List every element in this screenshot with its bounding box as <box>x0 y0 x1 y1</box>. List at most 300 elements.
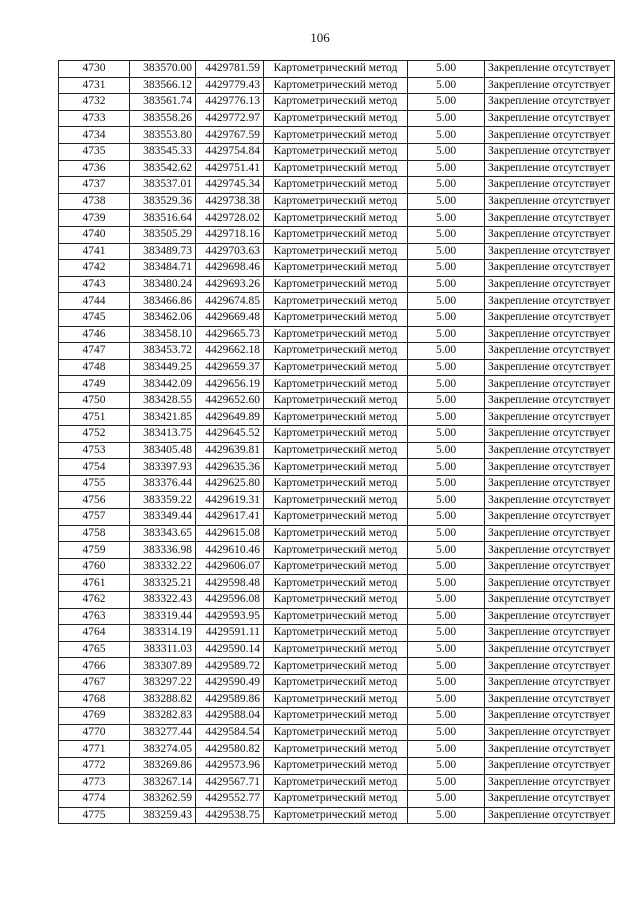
y-coordinate-cell: 4429754.84 <box>196 143 264 160</box>
fixing-cell: Закрепление отсутствует <box>485 757 615 774</box>
fixing-cell: Закрепление отсутствует <box>485 525 615 542</box>
point-number-cell: 4734 <box>59 127 130 144</box>
x-coordinate-cell: 383332.22 <box>130 558 196 575</box>
accuracy-cell: 5.00 <box>408 757 485 774</box>
x-coordinate-cell: 383413.75 <box>130 426 196 443</box>
fixing-cell: Закрепление отсутствует <box>485 442 615 459</box>
method-cell: Картометрический метод <box>264 492 408 509</box>
point-number-cell: 4761 <box>59 575 130 592</box>
fixing-cell: Закрепление отсутствует <box>485 343 615 360</box>
y-coordinate-cell: 4429751.41 <box>196 160 264 177</box>
accuracy-cell: 5.00 <box>408 641 485 658</box>
fixing-cell: Закрепление отсутствует <box>485 359 615 376</box>
y-coordinate-cell: 4429580.82 <box>196 741 264 758</box>
point-number-cell: 4772 <box>59 757 130 774</box>
accuracy-cell: 5.00 <box>408 243 485 260</box>
fixing-cell: Закрепление отсутствует <box>485 575 615 592</box>
x-coordinate-cell: 383288.82 <box>130 691 196 708</box>
point-number-cell: 4740 <box>59 226 130 243</box>
fixing-cell: Закрепление отсутствует <box>485 110 615 127</box>
method-cell: Картометрический метод <box>264 326 408 343</box>
coordinates-table <box>58 60 615 824</box>
accuracy-cell: 5.00 <box>408 409 485 426</box>
method-cell: Картометрический метод <box>264 359 408 376</box>
table-row <box>59 326 615 343</box>
method-cell: Картометрический метод <box>264 442 408 459</box>
fixing-cell: Закрепление отсутствует <box>485 741 615 758</box>
fixing-cell: Закрепление отсутствует <box>485 592 615 609</box>
x-coordinate-cell: 383319.44 <box>130 608 196 625</box>
table-row <box>59 276 615 293</box>
x-coordinate-cell: 383489.73 <box>130 243 196 260</box>
x-coordinate-cell: 383343.65 <box>130 525 196 542</box>
y-coordinate-cell: 4429606.07 <box>196 558 264 575</box>
table-row <box>59 625 615 642</box>
accuracy-cell: 5.00 <box>408 127 485 144</box>
y-coordinate-cell: 4429776.13 <box>196 94 264 111</box>
table-row <box>59 143 615 160</box>
method-cell: Картометрический метод <box>264 757 408 774</box>
y-coordinate-cell: 4429738.38 <box>196 193 264 210</box>
method-cell: Картометрический метод <box>264 525 408 542</box>
point-number-cell: 4737 <box>59 177 130 194</box>
x-coordinate-cell: 383462.06 <box>130 309 196 326</box>
y-coordinate-cell: 4429584.54 <box>196 724 264 741</box>
table-row <box>59 525 615 542</box>
point-number-cell: 4758 <box>59 525 130 542</box>
x-coordinate-cell: 383336.98 <box>130 542 196 559</box>
table-row <box>59 110 615 127</box>
point-number-cell: 4742 <box>59 260 130 277</box>
method-cell: Картометрический метод <box>264 143 408 160</box>
y-coordinate-cell: 4429591.11 <box>196 625 264 642</box>
accuracy-cell: 5.00 <box>408 492 485 509</box>
x-coordinate-cell: 383570.00 <box>130 61 196 78</box>
method-cell: Картометрический метод <box>264 61 408 78</box>
y-coordinate-cell: 4429745.34 <box>196 177 264 194</box>
fixing-cell: Закрепление отсутствует <box>485 459 615 476</box>
table-row <box>59 641 615 658</box>
x-coordinate-cell: 383282.83 <box>130 708 196 725</box>
point-number-cell: 4770 <box>59 724 130 741</box>
x-coordinate-cell: 383442.09 <box>130 376 196 393</box>
table-row <box>59 243 615 260</box>
x-coordinate-cell: 383397.93 <box>130 459 196 476</box>
table-row <box>59 392 615 409</box>
point-number-cell: 4768 <box>59 691 130 708</box>
accuracy-cell: 5.00 <box>408 741 485 758</box>
point-number-cell: 4739 <box>59 210 130 227</box>
accuracy-cell: 5.00 <box>408 658 485 675</box>
method-cell: Картометрический метод <box>264 392 408 409</box>
table-row <box>59 260 615 277</box>
y-coordinate-cell: 4429635.36 <box>196 459 264 476</box>
method-cell: Картометрический метод <box>264 542 408 559</box>
table-row <box>59 293 615 310</box>
method-cell: Картометрический метод <box>264 708 408 725</box>
y-coordinate-cell: 4429598.48 <box>196 575 264 592</box>
fixing-cell: Закрепление отсутствует <box>485 77 615 94</box>
accuracy-cell: 5.00 <box>408 61 485 78</box>
table-row <box>59 807 615 824</box>
table-row <box>59 94 615 111</box>
method-cell: Картометрический метод <box>264 625 408 642</box>
table-row <box>59 575 615 592</box>
point-number-cell: 4769 <box>59 708 130 725</box>
y-coordinate-cell: 4429767.59 <box>196 127 264 144</box>
x-coordinate-cell: 383311.03 <box>130 641 196 658</box>
y-coordinate-cell: 4429665.73 <box>196 326 264 343</box>
y-coordinate-cell: 4429552.77 <box>196 791 264 808</box>
point-number-cell: 4756 <box>59 492 130 509</box>
page-number: 106 <box>310 30 330 45</box>
table-row <box>59 426 615 443</box>
point-number-cell: 4741 <box>59 243 130 260</box>
accuracy-cell: 5.00 <box>408 276 485 293</box>
fixing-cell: Закрепление отсутствует <box>485 475 615 492</box>
point-number-cell: 4755 <box>59 475 130 492</box>
method-cell: Картометрический метод <box>264 674 408 691</box>
method-cell: Картометрический метод <box>264 509 408 526</box>
y-coordinate-cell: 4429781.59 <box>196 61 264 78</box>
table-row <box>59 309 615 326</box>
method-cell: Картометрический метод <box>264 741 408 758</box>
table-body <box>59 61 615 824</box>
accuracy-cell: 5.00 <box>408 459 485 476</box>
accuracy-cell: 5.00 <box>408 143 485 160</box>
method-cell: Картометрический метод <box>264 94 408 111</box>
method-cell: Картометрический метод <box>264 724 408 741</box>
x-coordinate-cell: 383542.62 <box>130 160 196 177</box>
point-number-cell: 4766 <box>59 658 130 675</box>
table-row <box>59 442 615 459</box>
point-number-cell: 4732 <box>59 94 130 111</box>
method-cell: Картометрический метод <box>264 459 408 476</box>
table-row <box>59 558 615 575</box>
y-coordinate-cell: 4429610.46 <box>196 542 264 559</box>
y-coordinate-cell: 4429779.43 <box>196 77 264 94</box>
table-row <box>59 708 615 725</box>
y-coordinate-cell: 4429639.81 <box>196 442 264 459</box>
accuracy-cell: 5.00 <box>408 558 485 575</box>
method-cell: Картометрический метод <box>264 791 408 808</box>
x-coordinate-cell: 383480.24 <box>130 276 196 293</box>
accuracy-cell: 5.00 <box>408 774 485 791</box>
y-coordinate-cell: 4429573.96 <box>196 757 264 774</box>
table-row <box>59 492 615 509</box>
x-coordinate-cell: 383322.43 <box>130 592 196 609</box>
accuracy-cell: 5.00 <box>408 293 485 310</box>
fixing-cell: Закрепление отсутствует <box>485 426 615 443</box>
point-number-cell: 4745 <box>59 309 130 326</box>
x-coordinate-cell: 383449.25 <box>130 359 196 376</box>
accuracy-cell: 5.00 <box>408 575 485 592</box>
method-cell: Картометрический метод <box>264 276 408 293</box>
point-number-cell: 4759 <box>59 542 130 559</box>
table-row <box>59 658 615 675</box>
point-number-cell: 4738 <box>59 193 130 210</box>
accuracy-cell: 5.00 <box>408 525 485 542</box>
fixing-cell: Закрепление отсутствует <box>485 243 615 260</box>
y-coordinate-cell: 4429645.52 <box>196 426 264 443</box>
x-coordinate-cell: 383537.01 <box>130 177 196 194</box>
x-coordinate-cell: 383529.36 <box>130 193 196 210</box>
table-row <box>59 343 615 360</box>
table-row <box>59 542 615 559</box>
accuracy-cell: 5.00 <box>408 376 485 393</box>
point-number-cell: 4757 <box>59 509 130 526</box>
accuracy-cell: 5.00 <box>408 724 485 741</box>
point-number-cell: 4752 <box>59 426 130 443</box>
method-cell: Картометрический метод <box>264 260 408 277</box>
accuracy-cell: 5.00 <box>408 326 485 343</box>
fixing-cell: Закрепление отсутствует <box>485 309 615 326</box>
x-coordinate-cell: 383458.10 <box>130 326 196 343</box>
accuracy-cell: 5.00 <box>408 691 485 708</box>
y-coordinate-cell: 4429596.08 <box>196 592 264 609</box>
accuracy-cell: 5.00 <box>408 708 485 725</box>
table-row <box>59 376 615 393</box>
table-row <box>59 160 615 177</box>
table-row <box>59 691 615 708</box>
table-row <box>59 459 615 476</box>
x-coordinate-cell: 383516.64 <box>130 210 196 227</box>
table-row <box>59 210 615 227</box>
table-row <box>59 359 615 376</box>
fixing-cell: Закрепление отсутствует <box>485 160 615 177</box>
y-coordinate-cell: 4429619.31 <box>196 492 264 509</box>
table-row <box>59 757 615 774</box>
table-row <box>59 774 615 791</box>
x-coordinate-cell: 383274.05 <box>130 741 196 758</box>
y-coordinate-cell: 4429617.41 <box>196 509 264 526</box>
method-cell: Картометрический метод <box>264 193 408 210</box>
x-coordinate-cell: 383561.74 <box>130 94 196 111</box>
accuracy-cell: 5.00 <box>408 210 485 227</box>
point-number-cell: 4774 <box>59 791 130 808</box>
x-coordinate-cell: 383314.19 <box>130 625 196 642</box>
accuracy-cell: 5.00 <box>408 791 485 808</box>
y-coordinate-cell: 4429662.18 <box>196 343 264 360</box>
method-cell: Картометрический метод <box>264 691 408 708</box>
method-cell: Картометрический метод <box>264 475 408 492</box>
table-row <box>59 592 615 609</box>
x-coordinate-cell: 383466.86 <box>130 293 196 310</box>
point-number-cell: 4763 <box>59 608 130 625</box>
fixing-cell: Закрепление отсутствует <box>485 392 615 409</box>
y-coordinate-cell: 4429728.02 <box>196 210 264 227</box>
table-row <box>59 674 615 691</box>
point-number-cell: 4753 <box>59 442 130 459</box>
point-number-cell: 4750 <box>59 392 130 409</box>
method-cell: Картометрический метод <box>264 210 408 227</box>
point-number-cell: 4767 <box>59 674 130 691</box>
x-coordinate-cell: 383405.48 <box>130 442 196 459</box>
point-number-cell: 4730 <box>59 61 130 78</box>
y-coordinate-cell: 4429649.89 <box>196 409 264 426</box>
x-coordinate-cell: 383297.22 <box>130 674 196 691</box>
x-coordinate-cell: 383307.89 <box>130 658 196 675</box>
method-cell: Картометрический метод <box>264 658 408 675</box>
method-cell: Картометрический метод <box>264 127 408 144</box>
x-coordinate-cell: 383376.44 <box>130 475 196 492</box>
method-cell: Картометрический метод <box>264 608 408 625</box>
point-number-cell: 4751 <box>59 409 130 426</box>
point-number-cell: 4746 <box>59 326 130 343</box>
accuracy-cell: 5.00 <box>408 625 485 642</box>
x-coordinate-cell: 383428.55 <box>130 392 196 409</box>
method-cell: Картометрический метод <box>264 343 408 360</box>
fixing-cell: Закрепление отсутствует <box>485 791 615 808</box>
accuracy-cell: 5.00 <box>408 77 485 94</box>
fixing-cell: Закрепление отсутствует <box>485 558 615 575</box>
table-row <box>59 193 615 210</box>
method-cell: Картометрический метод <box>264 558 408 575</box>
y-coordinate-cell: 4429589.86 <box>196 691 264 708</box>
fixing-cell: Закрепление отсутствует <box>485 177 615 194</box>
fixing-cell: Закрепление отсутствует <box>485 210 615 227</box>
point-number-cell: 4735 <box>59 143 130 160</box>
x-coordinate-cell: 383277.44 <box>130 724 196 741</box>
x-coordinate-cell: 383484.71 <box>130 260 196 277</box>
y-coordinate-cell: 4429652.60 <box>196 392 264 409</box>
y-coordinate-cell: 4429659.37 <box>196 359 264 376</box>
method-cell: Картометрический метод <box>264 309 408 326</box>
fixing-cell: Закрепление отсутствует <box>485 326 615 343</box>
y-coordinate-cell: 4429590.14 <box>196 641 264 658</box>
accuracy-cell: 5.00 <box>408 226 485 243</box>
point-number-cell: 4762 <box>59 592 130 609</box>
table-row <box>59 509 615 526</box>
method-cell: Картометрический метод <box>264 77 408 94</box>
fixing-cell: Закрепление отсутствует <box>485 492 615 509</box>
fixing-cell: Закрепление отсутствует <box>485 625 615 642</box>
x-coordinate-cell: 383505.29 <box>130 226 196 243</box>
y-coordinate-cell: 4429567.71 <box>196 774 264 791</box>
point-number-cell: 4733 <box>59 110 130 127</box>
y-coordinate-cell: 4429593.95 <box>196 608 264 625</box>
y-coordinate-cell: 4429538.75 <box>196 807 264 824</box>
fixing-cell: Закрепление отсутствует <box>485 193 615 210</box>
method-cell: Картометрический метод <box>264 774 408 791</box>
fixing-cell: Закрепление отсутствует <box>485 376 615 393</box>
accuracy-cell: 5.00 <box>408 426 485 443</box>
point-number-cell: 4749 <box>59 376 130 393</box>
table-row <box>59 475 615 492</box>
method-cell: Картометрический метод <box>264 177 408 194</box>
accuracy-cell: 5.00 <box>408 542 485 559</box>
point-number-cell: 4775 <box>59 807 130 824</box>
fixing-cell: Закрепление отсутствует <box>485 674 615 691</box>
fixing-cell: Закрепление отсутствует <box>485 127 615 144</box>
method-cell: Картометрический метод <box>264 376 408 393</box>
y-coordinate-cell: 4429772.97 <box>196 110 264 127</box>
accuracy-cell: 5.00 <box>408 442 485 459</box>
x-coordinate-cell: 383545.33 <box>130 143 196 160</box>
table-row <box>59 791 615 808</box>
accuracy-cell: 5.00 <box>408 475 485 492</box>
x-coordinate-cell: 383453.72 <box>130 343 196 360</box>
fixing-cell: Закрепление отсутствует <box>485 260 615 277</box>
x-coordinate-cell: 383267.14 <box>130 774 196 791</box>
x-coordinate-cell: 383558.26 <box>130 110 196 127</box>
point-number-cell: 4760 <box>59 558 130 575</box>
fixing-cell: Закрепление отсутствует <box>485 143 615 160</box>
method-cell: Картометрический метод <box>264 592 408 609</box>
point-number-cell: 4747 <box>59 343 130 360</box>
accuracy-cell: 5.00 <box>408 193 485 210</box>
y-coordinate-cell: 4429693.26 <box>196 276 264 293</box>
accuracy-cell: 5.00 <box>408 260 485 277</box>
y-coordinate-cell: 4429718.16 <box>196 226 264 243</box>
point-number-cell: 4771 <box>59 741 130 758</box>
x-coordinate-cell: 383259.43 <box>130 807 196 824</box>
fixing-cell: Закрепление отсутствует <box>485 724 615 741</box>
x-coordinate-cell: 383421.85 <box>130 409 196 426</box>
y-coordinate-cell: 4429625.80 <box>196 475 264 492</box>
table-row <box>59 61 615 78</box>
accuracy-cell: 5.00 <box>408 807 485 824</box>
accuracy-cell: 5.00 <box>408 674 485 691</box>
method-cell: Картометрический метод <box>264 426 408 443</box>
fixing-cell: Закрепление отсутствует <box>485 691 615 708</box>
table-row <box>59 608 615 625</box>
fixing-cell: Закрепление отсутствует <box>485 94 615 111</box>
fixing-cell: Закрепление отсутствует <box>485 807 615 824</box>
method-cell: Картометрический метод <box>264 293 408 310</box>
fixing-cell: Закрепление отсутствует <box>485 409 615 426</box>
accuracy-cell: 5.00 <box>408 392 485 409</box>
accuracy-cell: 5.00 <box>408 509 485 526</box>
y-coordinate-cell: 4429698.46 <box>196 260 264 277</box>
accuracy-cell: 5.00 <box>408 592 485 609</box>
table-row <box>59 127 615 144</box>
table-row <box>59 724 615 741</box>
x-coordinate-cell: 383262.59 <box>130 791 196 808</box>
table-row <box>59 409 615 426</box>
fixing-cell: Закрепление отсутствует <box>485 276 615 293</box>
fixing-cell: Закрепление отсутствует <box>485 509 615 526</box>
x-coordinate-cell: 383359.22 <box>130 492 196 509</box>
point-number-cell: 4748 <box>59 359 130 376</box>
point-number-cell: 4754 <box>59 459 130 476</box>
method-cell: Картометрический метод <box>264 243 408 260</box>
fixing-cell: Закрепление отсутствует <box>485 61 615 78</box>
y-coordinate-cell: 4429703.63 <box>196 243 264 260</box>
fixing-cell: Закрепление отсутствует <box>485 293 615 310</box>
point-number-cell: 4736 <box>59 160 130 177</box>
y-coordinate-cell: 4429615.08 <box>196 525 264 542</box>
method-cell: Картометрический метод <box>264 575 408 592</box>
y-coordinate-cell: 4429669.48 <box>196 309 264 326</box>
x-coordinate-cell: 383553.80 <box>130 127 196 144</box>
x-coordinate-cell: 383566.12 <box>130 77 196 94</box>
x-coordinate-cell: 383325.21 <box>130 575 196 592</box>
point-number-cell: 4765 <box>59 641 130 658</box>
fixing-cell: Закрепление отсутствует <box>485 774 615 791</box>
method-cell: Картометрический метод <box>264 641 408 658</box>
accuracy-cell: 5.00 <box>408 110 485 127</box>
point-number-cell: 4743 <box>59 276 130 293</box>
table-row <box>59 741 615 758</box>
accuracy-cell: 5.00 <box>408 94 485 111</box>
accuracy-cell: 5.00 <box>408 608 485 625</box>
x-coordinate-cell: 383269.86 <box>130 757 196 774</box>
table-row <box>59 177 615 194</box>
fixing-cell: Закрепление отсутствует <box>485 658 615 675</box>
method-cell: Картометрический метод <box>264 409 408 426</box>
y-coordinate-cell: 4429590.49 <box>196 674 264 691</box>
